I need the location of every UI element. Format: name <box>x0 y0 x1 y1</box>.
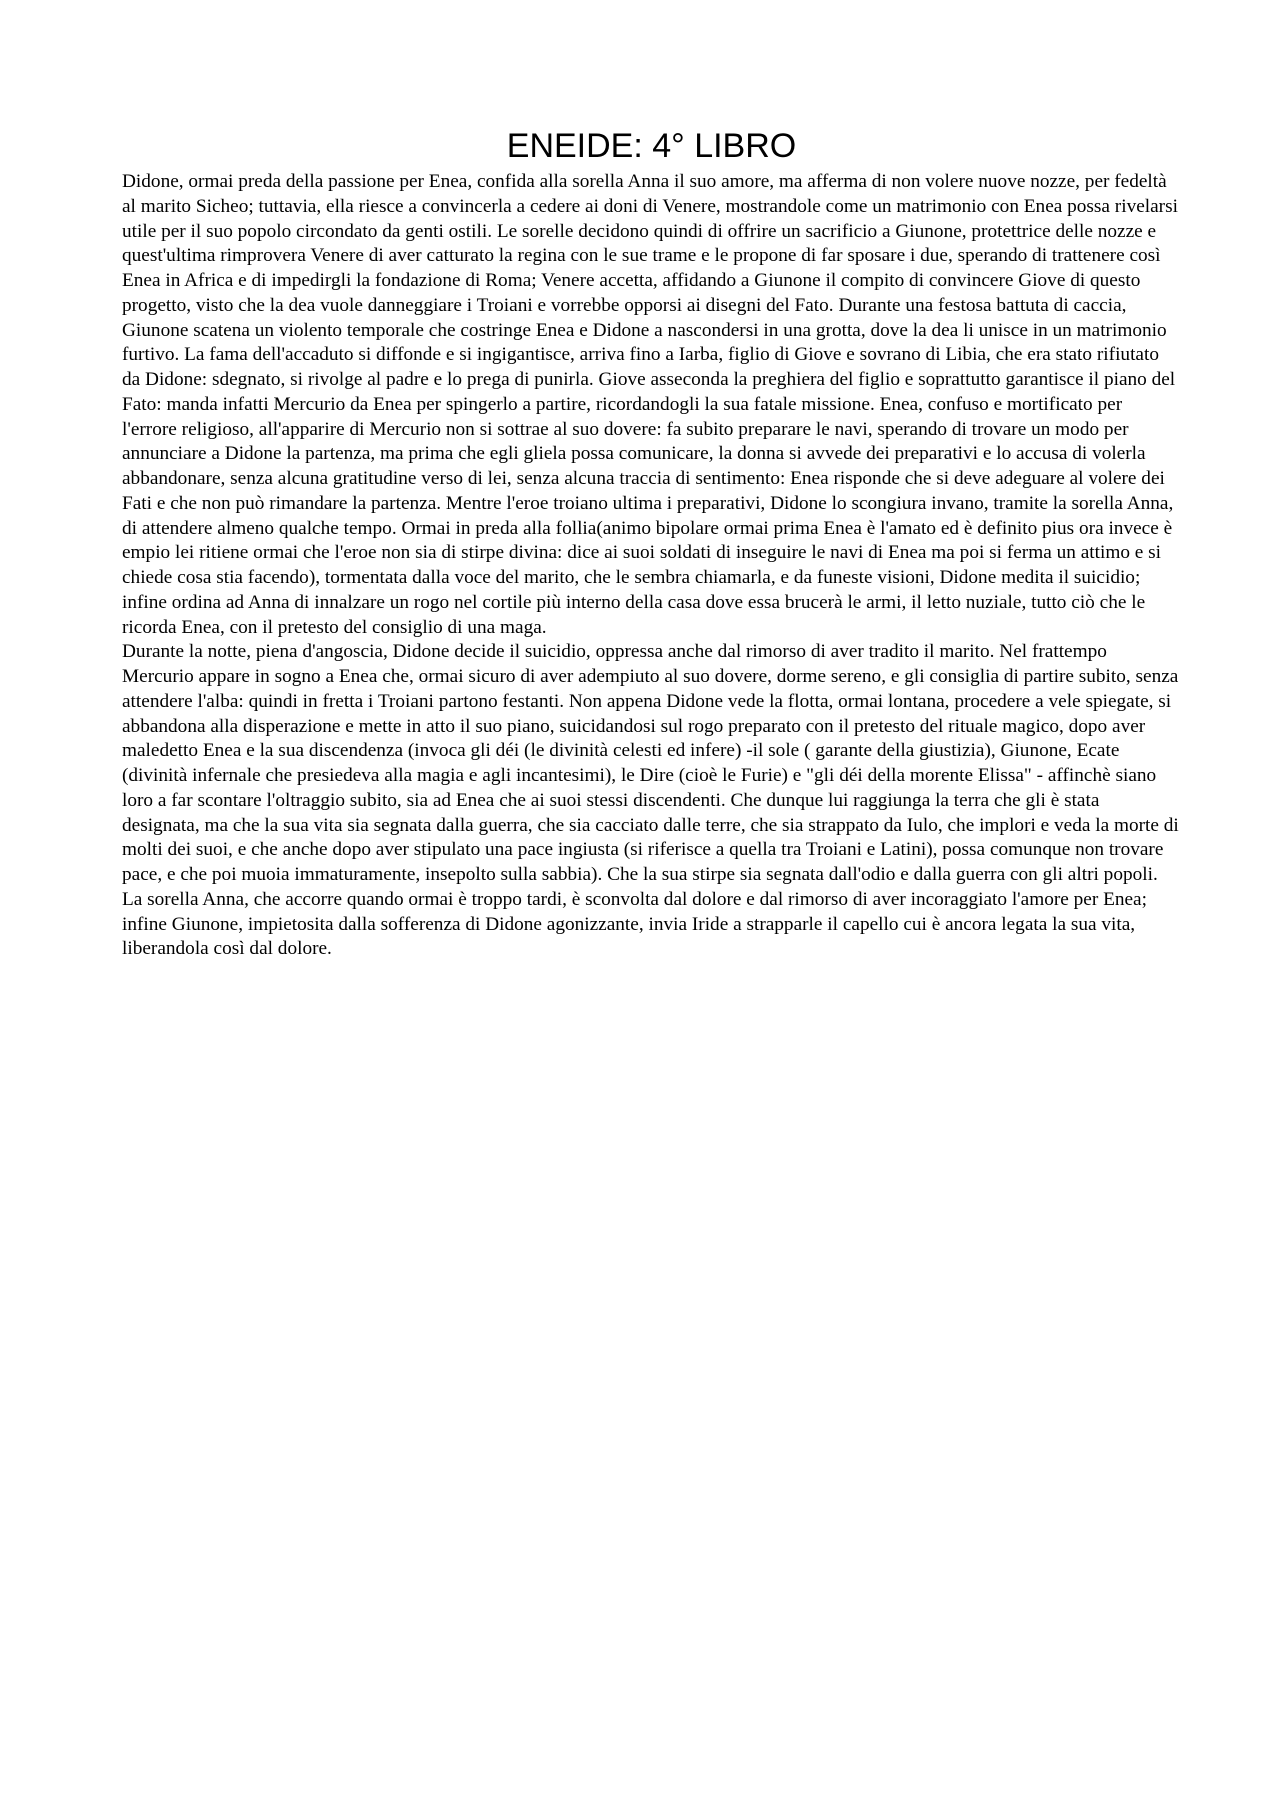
paragraph-3: La sorella Anna, che accorre quando ormai è troppo tardi, è sconvolta dal dolore e dal rimorso di aver incoraggiato l'amore per Enea; infine Giunone, impietosita dalla sofferenza di Didone agonizzante, invia Iride a strapparle il capello cui è ancora legata la sua vita, liberandola così dal dolore. <box>122 888 1147 960</box>
paragraph-2: Durante la notte, piena d'angoscia, Didone decide il suicidio, oppressa anche dal rimorso di aver tradito il marito. Nel frattempo Mercurio appare in sogno a Enea che, ormai sicuro di aver adempiuto al suo dovere, dorme sereno, e gli consiglia di partire subito, senza attendere l'alba: quindi in fretta i Troiani partono festanti. Non appena Didone vede la flotta, ormai lontana, procedere a vele spiegate, si abbandona alla disperazione e mette in atto il suo piano, suicidandosi sul rogo preparato con il pretesto del rituale magico, dopo aver maledetto Enea e la sua discendenza (invoca gli déi (le divinità celesti ed infere) -il sole ( garante della giustizia), Giunone, Ecate (divinità infernale che presiedeva alla magia e agli incantesimi), le Dire (cioè le Furie) e "gli déi della morente Elissa" - affinchè siano loro a far scontare l'oltraggio subito, sia ad Enea che ai suoi stessi discendenti. Che dunque lui raggiunga la terra che gli è stata designata, ma che la sua vita sia segnata dalla guerra, che sia cacciato dalle terre, che sia strappato da Iulo, che implori e veda la morte di molti dei suoi, e che anche dopo aver stipulato una pace ingiusta (si riferisce a quella tra Troiani e Latini), possa comunque non trovare pace, e che poi muoia immaturamente, insepolto sulla sabbia). Che la sua stirpe sia segnata dall'odio e dalla guerra con gli altri popoli. <box>122 641 1179 885</box>
paragraph-1: Didone, ormai preda della passione per Enea, confida alla sorella Anna il suo amore, ma afferma di non volere nuove nozze, per fedeltà al marito Sicheo; tuttavia, ella riesce a convincerla a cedere ai doni di Venere, mostrandole come un matrimonio con Enea possa rivelarsi utile per il suo popolo circondato da genti ostili. Le sorelle decidono quindi di offrire un sacrificio a Giunone, protettrice delle nozze e quest'ultima rimprovera Venere di aver catturato la regina con le sue trame e le propone di far sposare i due, sperando di trattenere così Enea in Africa e di impedirgli la fondazione di Roma; Venere accetta, affidando a Giunone il compito di convincere Giove di questo progetto, visto che la dea vuole danneggiare i Troiani e vorrebbe opporsi ai disegni del Fato. Durante una festosa battuta di caccia, Giunone scatena un violento temporale che costringe Enea e Didone a nascondersi in una grotta, dove la dea li unisce in un matrimonio furtivo. La fama dell'accaduto si diffonde e si ingigantisce, arriva fino a Iarba, figlio di Giove e sovrano di Libia, che era stato rifiutato da Didone: sdegnato, si rivolge al padre e lo prega di punirla. Giove asseconda la preghiera del figlio e soprattutto garantisce il piano del Fato: manda infatti Mercurio da Enea per spingerlo a partire, ricordandogli la sua fatale missione. Enea, confuso e mortificato per l'errore religioso, all'apparire di Mercurio non si sottrae al suo dovere: fa subito preparare le navi, sperando di trovare un modo per annunciare a Didone la partenza, ma prima che egli gliela possa comunicare, la donna si avvede dei preparativi e lo accusa di volerla abbandonare, senza alcuna gratitudine verso di lei, senza alcuna traccia di sentimento: Enea risponde che si deve adeguare al volere dei Fati e che non può rimandare la partenza. Mentre l'eroe troiano ultima i preparativi, Didone lo scongiura invano, tramite la sorella Anna, di attendere almeno qualche tempo. Ormai in preda alla follia(animo bipolare ormai prima Enea è l'amato ed è definito pius ora invece è empio lei ritiene ormai che l'eroe non sia di stirpe divina: dice ai suoi soldati di inseguire le navi di Enea ma poi si ferma un attimo e si chiede cosa stia facendo), tormentata dalla voce del marito, che le sembra chiamarla, e da funeste visioni, Didone medita il suicidio; infine ordina ad Anna di innalzare un rogo nel cortile più interno della casa dove essa brucerà le armi, il letto nuziale, tutto ciò che le ricorda Enea, con il pretesto del consiglio di una maga. <box>122 171 1178 638</box>
document-body <box>122 170 1181 962</box>
document-title: ENEIDE: 4° LIBRO <box>506 127 797 165</box>
